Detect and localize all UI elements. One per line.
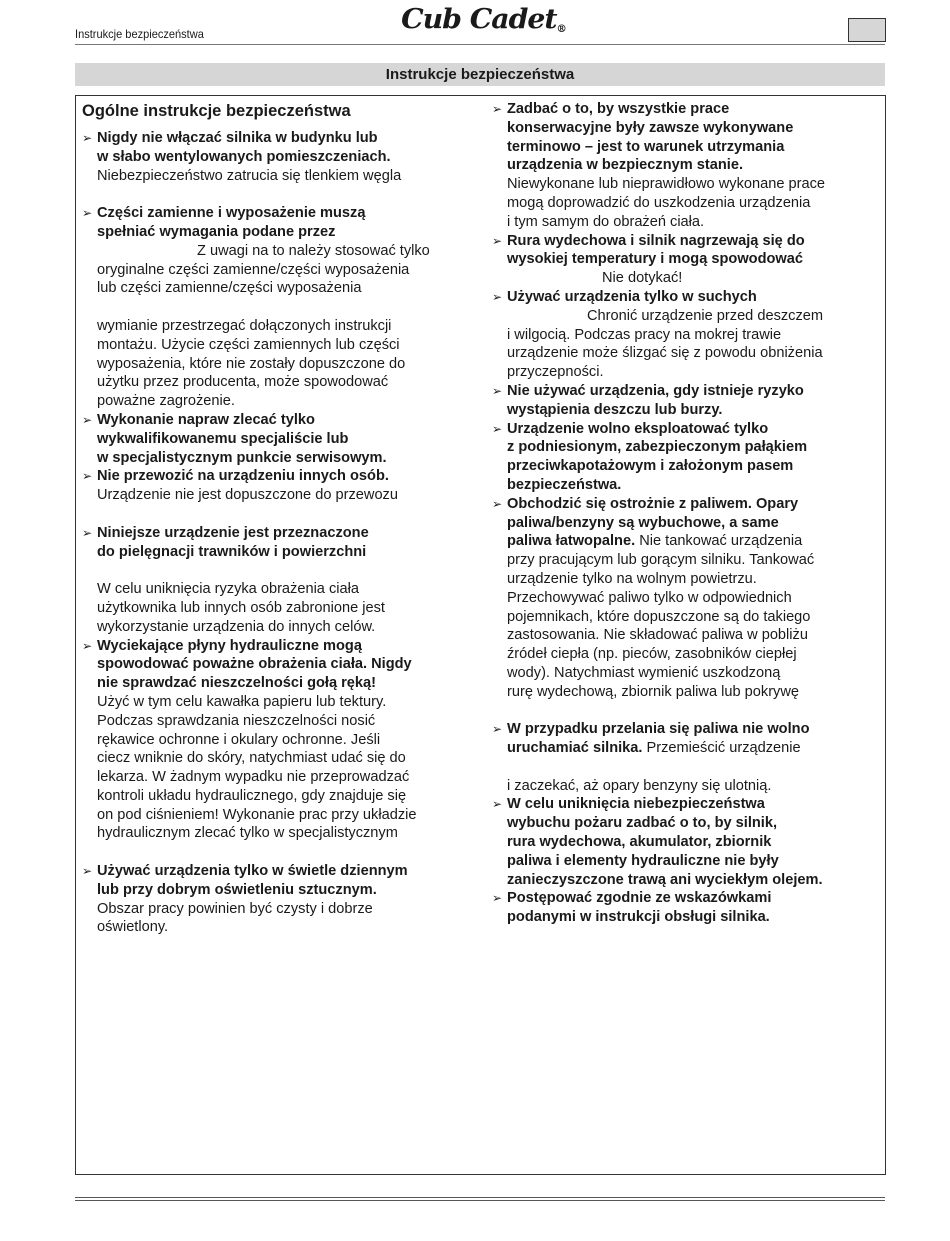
safety-item: ➢ Niniejsze urządzenie jest przeznaczone do pielęgnacji trawników i powierzchni W celu uniknięcia ryzyka obrażenia ciała użytkownika lub innych osób zabronione jest wykorzystanie urządzenia do innych celów.	[82, 524, 385, 635]
arrow-bullet-icon: ➢	[492, 891, 503, 906]
arrow-bullet-icon: ➢	[82, 131, 93, 145]
arrow-bullet-icon: ➢	[492, 797, 503, 812]
header-divider	[75, 44, 885, 45]
arrow-bullet-icon: ➢	[492, 289, 503, 304]
safety-item: ➢ Urządzenie wolno eksploatować tylko z podniesionym, zabezpieczonym pałąkiem przeciwkapotażowym i założonym pasem bezpieczeństwa.	[492, 420, 808, 493]
safety-item: ➢ Rura wydechowa i silnik nagrzewają się do wysokiej temperatury i mogą spowodować Nie dotykać!	[492, 232, 805, 287]
arrow-bullet-icon: ➢	[82, 206, 93, 221]
safety-item: ➢ Postępować zgodnie ze wskazówkami podanymi w instrukcji obsługi silnika.	[492, 890, 772, 926]
safety-item: ➢ W przypadku przelania się paliwa nie wolno uruchamiać silnika. Przemieścić urządzenie i zaczekać, aż opary benzyny się ulotnią.	[492, 721, 810, 794]
footer-divider	[75, 1197, 885, 1198]
arrow-bullet-icon: ➢	[492, 383, 503, 398]
safety-item: ➢ Wykonanie napraw zlecać tylko wykwalifikowanemu specjaliście lub w specjalistycznym punkcie serwisowym.	[82, 411, 387, 466]
arrow-bullet-icon: ➢	[82, 412, 93, 427]
arrow-bullet-icon: ➢	[492, 496, 503, 511]
content-frame	[75, 95, 886, 1175]
footer-divider	[75, 1200, 885, 1201]
header-label: Instrukcje bezpieczeństwa	[75, 27, 204, 41]
arrow-bullet-icon: ➢	[82, 469, 93, 484]
arrow-bullet-icon: ➢	[492, 421, 503, 436]
safety-item: ➢ Części zamienne i wyposażenie muszą spełniać wymagania podane przez Z uwagi na to należy stosować tylko oryginalne części zamienne/części wyposażenia lub części zamienne/części wyposażenia wymianie przestrzegać dołączonych instrukcji montażu. Użycie części zamiennych lub części wyposażenia, które nie zostały dopuszczone do użytku przez producenta, może spowodować poważne zagrożenie.	[82, 205, 430, 410]
right-column	[492, 100, 882, 927]
section-title-bar: Instrukcje bezpieczeństwa	[75, 63, 885, 86]
page-number-box	[848, 18, 886, 42]
column-heading: Ogólne instrukcje bezpieczeństwa	[82, 102, 351, 120]
arrow-bullet-icon: ➢	[82, 638, 93, 653]
arrow-bullet-icon: ➢	[492, 233, 503, 248]
safety-item: ➢ Obchodzić się ostrożnie z paliwem. Opary paliwa/benzyny są wybuchowe, a same paliwa łatwopalne. Nie tankować urządzenia przy pracującym lub gorącym silniku. Tankować urządzenie tylko na wolnym powietrzu. Przechowywać paliwo tylko w odpowiednich pojemnikach, które dopuszczone są do takiego zastosowania. Nie składować paliwa w pobliżu źródeł ciepła (np. pieców, zasobników ciepłej wody). Natychmiast wymienić uszkodzoną rurę wydechową, zbiornik paliwa lub pokrywę	[492, 495, 815, 700]
safety-item: ➢ Używać urządzenia tylko w suchych Chronić urządzenie przed deszczem i wilgocią. Podczas pracy na mokrej trawie urządzenie może ślizgać się z powodu obniżenia przyczepności.	[492, 288, 824, 381]
safety-item: ➢ Zadbać o to, by wszystkie prace konserwacyjne były zawsze wykonywane terminowo – jest to warunek utrzymania urządzenia w bezpiecznym stanie. Niewykonane lub nieprawidłowo wykonane prace mogą doprowadzić do uszkodzenia urządzenia i tym samym do obrażeń ciała.	[492, 101, 826, 230]
arrow-bullet-icon: ➢	[82, 525, 93, 540]
left-column	[82, 100, 474, 937]
safety-item: ➢ Nie przewozić na urządzeniu innych osób. Urządzenie nie jest dopuszczone do przewozu	[82, 468, 398, 504]
safety-item: ➢ Używać urządzenia tylko w świetle dziennym lub przy dobrym oświetleniu sztucznym. Obszar pracy powinien być czysty i dobrze oświetlony.	[82, 863, 408, 936]
safety-item: ➢ Nigdy nie włączać silnika w budynku lub w słabo wentylowanych pomieszczeniach. Niebezpieczeństwo zatrucia się tlenkiem węgla	[82, 130, 402, 184]
arrow-bullet-icon: ➢	[82, 864, 93, 879]
cub-cadet-logo: Cub Cadet®	[401, 4, 566, 35]
safety-item: ➢ Wyciekające płyny hydrauliczne mogą spowodować poważne obrażenia ciała. Nigdy nie sprawdzać nieszczelności gołą ręką! Użyć w tym celu kawałka papieru lub tektury. Podczas sprawdzania nieszczelności nosić rękawice ochronne i okulary ochronne. Jeśli ciecz wniknie do skóry, natychmiast udać się do lekarza. W żadnym wypadku nie przeprowadzać kontroli układu hydraulicznego, gdy znajduje się on pod ciśnieniem! Wykonanie prac przy układzie hydraulicznym zlecać tylko w specjalistycznym	[82, 637, 417, 842]
arrow-bullet-icon: ➢	[492, 722, 503, 737]
safety-item: ➢ Nie używać urządzenia, gdy istnieje ryzyko wystąpienia deszczu lub burzy.	[492, 382, 804, 418]
safety-item: ➢ W celu uniknięcia niebezpieczeństwa wybuchu pożaru zadbać o to, by silnik, rura wydechowa, akumulator, zbiornik paliwa i elementy hydrauliczne nie były zanieczyszczone trawą ani wyciekłym olejem.	[492, 796, 823, 888]
arrow-bullet-icon: ➢	[492, 102, 503, 116]
